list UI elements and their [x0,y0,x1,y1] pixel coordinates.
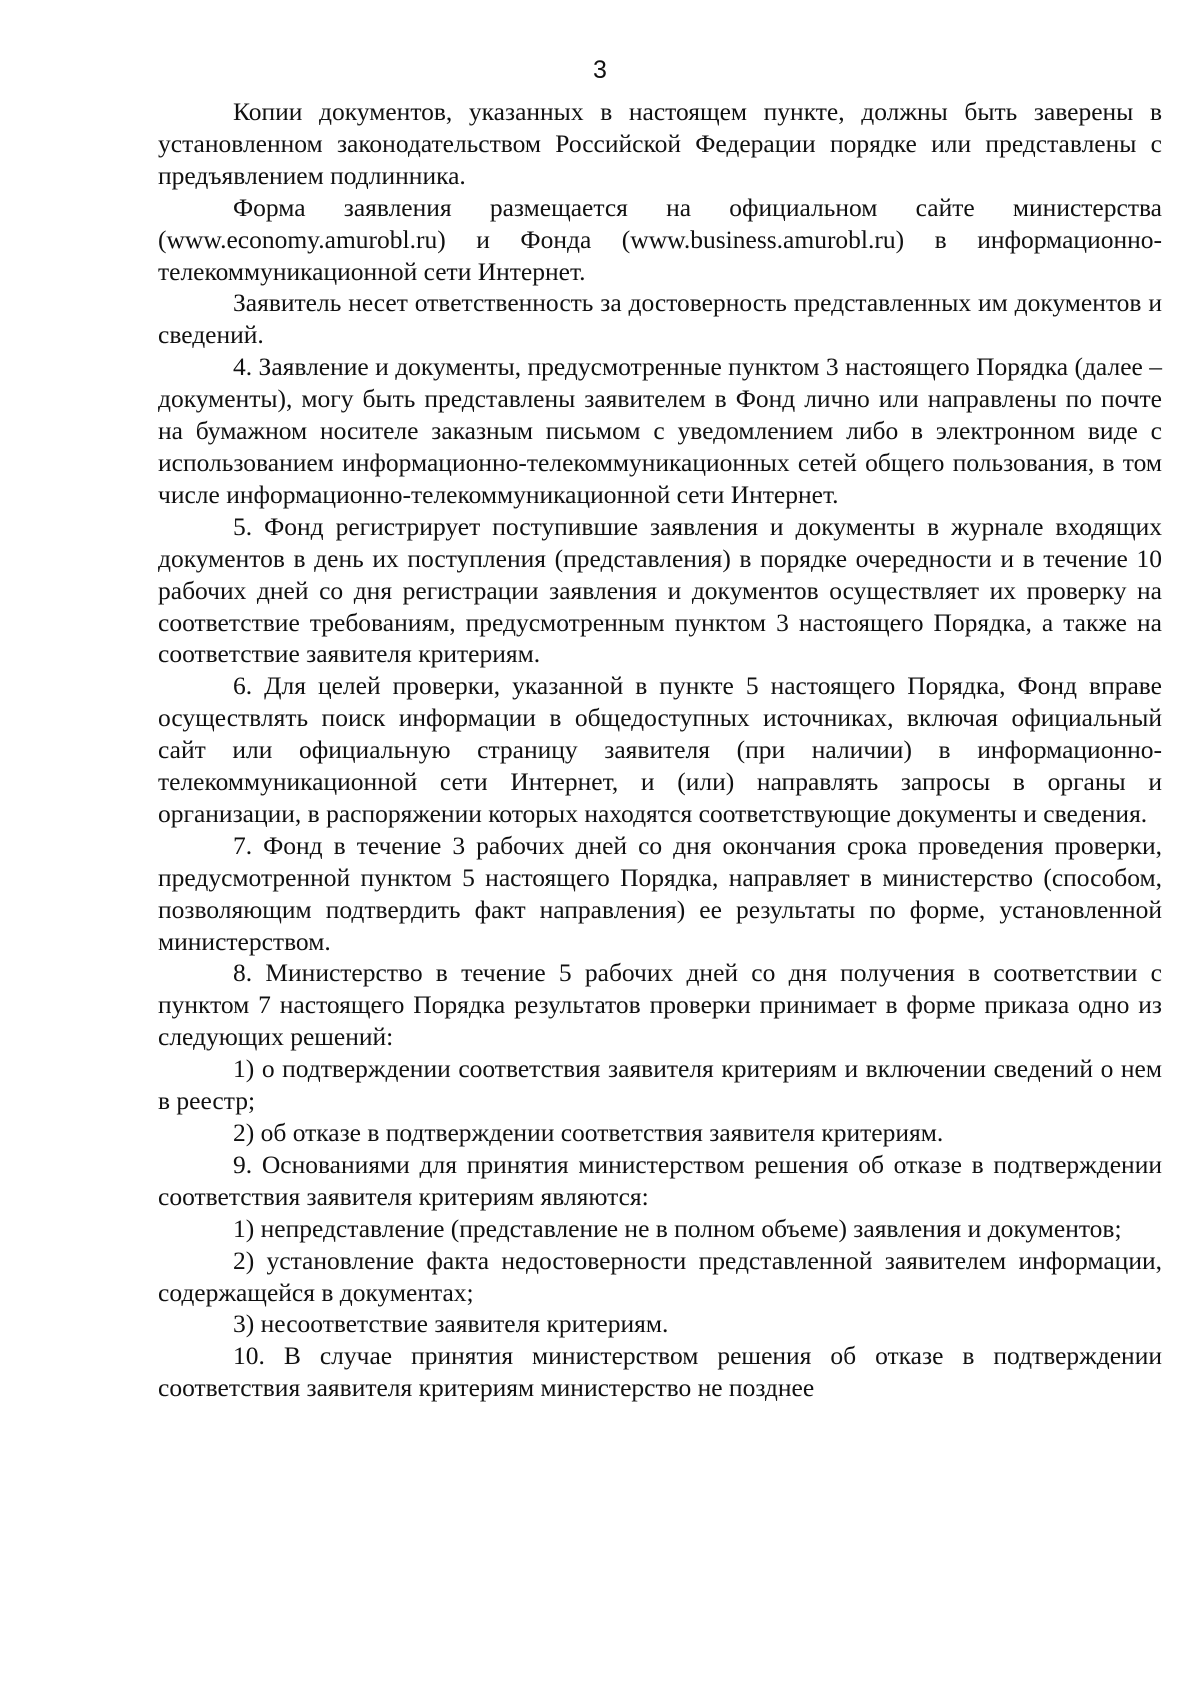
paragraph-item-9-sub-1: 1) непредставление (представление не в полном объеме) заявления и документов; [233,1213,1122,1243]
document-body [158,96,1162,1404]
paragraph-item-7: 7. Фонд в течение 3 рабочих дней со дня окончания срока проведения проверки, предусмотренной пунктом 5 настоящего Порядка, направляет в министерство (способом, позволяющим подтвердить факт направления) ее результаты по форме, установленной министерством. [158,830,1162,956]
paragraph-item-9-sub-3: 3) несоответствие заявителя критериям. [233,1309,669,1339]
paragraph-item-8-sub-1: 1) о подтверждении соответствия заявителя критериям и включении сведений о нем в реестр; [158,1054,1162,1116]
paragraph-item-8: 8. Министерство в течение 5 рабочих дней со дня получения в соответствии с пунктом 7 настоящего Порядка результатов проверки принимает в форме приказа одно из следующих решений: [158,958,1162,1052]
paragraph-item-9: 9. Основаниями для принятия министерством решения об отказе в подтверждении соответствия заявителя критериям являются: [158,1149,1162,1211]
paragraph-item-10: 10. В случае принятия министерством решения об отказе в подтверждении соответствия заявителя критериям министерство не позднее [158,1341,1162,1403]
paragraph-applicant-responsibility: Заявитель несет ответственность за достоверность представленных им документов и сведений. [158,288,1162,350]
page-number: 3 [593,56,607,84]
paragraph-item-9-sub-2: 2) установление факта недостоверности представленной заявителем информации, содержащейся в документах; [158,1245,1162,1307]
paragraph-item-8-sub-2: 2) об отказе в подтверждении соответствия заявителя критериям. [233,1118,944,1147]
paragraph-item-6: 6. Для целей проверки, указанной в пункте 5 настоящего Порядка, Фонд вправе осуществлять поиск информации в общедоступных источниках, включая официальный сайт или официальную страницу заявителя (при наличии) в информационно-телекоммуникационной сети Интернет, и (или) направлять запросы в органы и организации, в распоряжении которых находятся соответствующие документы и сведения. [158,671,1162,828]
paragraph-item-4: 4. Заявление и документы, предусмотренные пунктом 3 настоящего Порядка (далее – документы), могу быть представлены заявителем в Фонд лично или направлены по почте на бумажном носителе заказным письмом с уведомлением либо в электронном виде с использованием информационно-телекоммуникационных сетей общего пользования, в том числе информационно-телекоммуникационной сети Интернет. [158,352,1162,509]
paragraph-item-5: 5. Фонд регистрирует поступившие заявления и документы в журнале входящих документов в день их поступления (представления) в порядке очередности и в течение 10 рабочих дней со дня регистрации заявления и документов осуществляет их проверку на соответствие требованиям, предусмотренным пунктом 3 настоящего Порядка, а также на соответствие заявителя критериям. [158,511,1162,669]
paragraph-application-form: Форма заявления размещается на официальном сайте министерства (www.economy.amurobl.ru) и Фонда (www.business.amurobl.ru) в информационно-телекоммуникационной сети Интернет. [158,192,1162,286]
paragraph-copies-certification: Копии документов, указанных в настоящем пункте, должны быть заверены в установленном законодательством Российской Федерации порядке или представлены с предъявлением подлинника. [158,97,1162,190]
